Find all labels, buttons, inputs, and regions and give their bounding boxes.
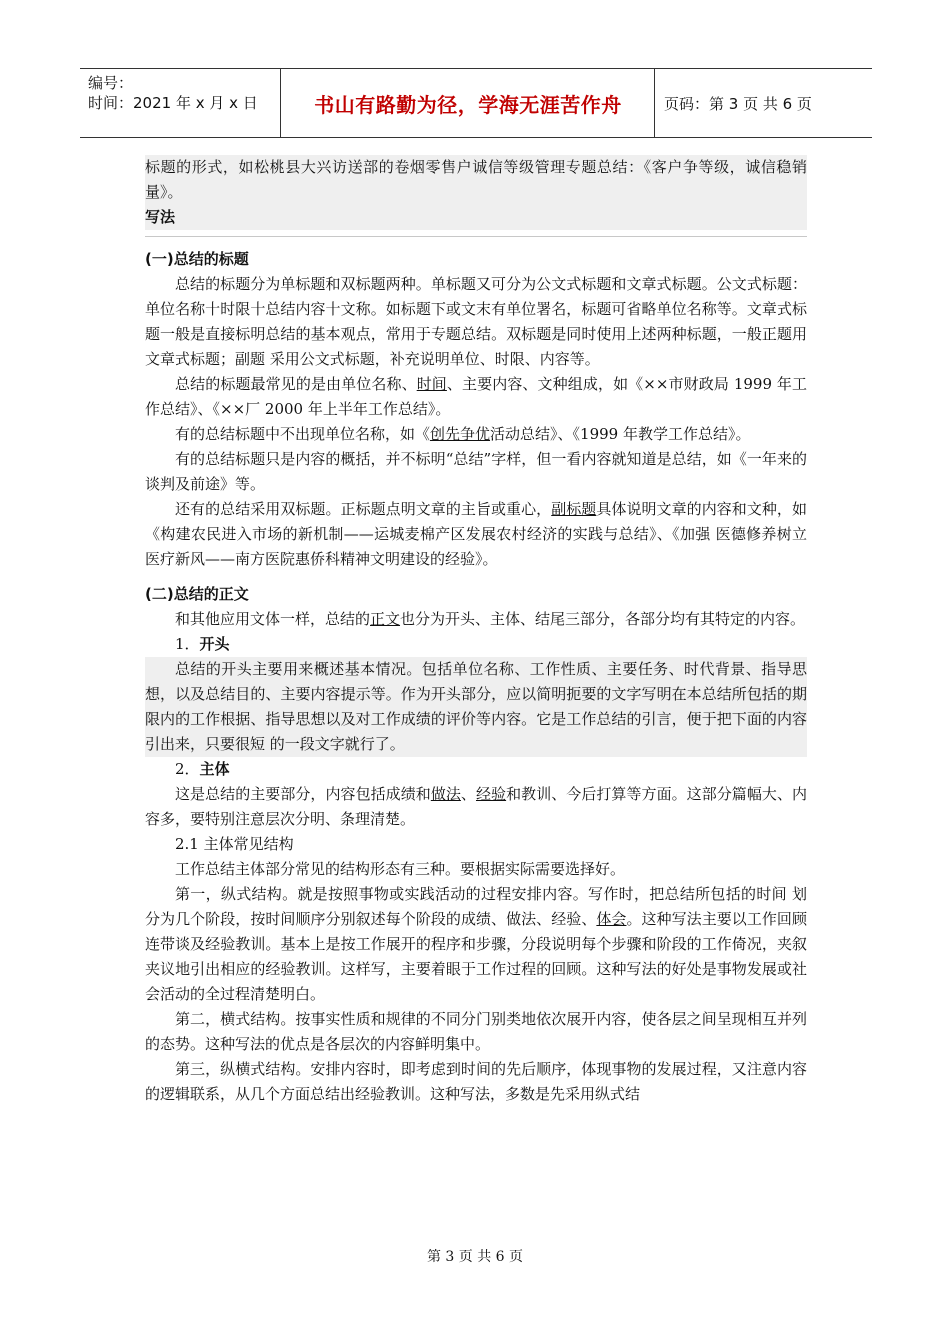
text-segment: 总结的标题最常见的是由单位名称、 bbox=[175, 375, 417, 393]
text-segment: 具体说明文章的内容和文种，如《构建农民进入市场的新机制——运城麦棉产区发展农村经济的实践与总结》、《加强 医德修养树立医疗新风——南方医院惠侨科精神文明建设的经验》。 bbox=[145, 500, 807, 568]
document-body bbox=[145, 155, 807, 1107]
main-body-paragraph-3 bbox=[145, 882, 807, 1007]
header-motto: 书山有路勤为径，学海无涯苦作舟 bbox=[314, 92, 622, 117]
header-page-label: 页码：第 3 页 共 6 页 bbox=[664, 94, 812, 113]
intro-paragraph: 标题的形式，如松桃县大兴访送部的卷烟零售户诚信等级管理专题总结：《客户争等级，诚信稳销量》。 bbox=[145, 155, 807, 205]
body-intro-paragraph bbox=[145, 607, 807, 632]
title-paragraph-5 bbox=[145, 497, 807, 572]
heading-text: 主体 bbox=[199, 760, 230, 778]
link-chuangxian[interactable]: 创先争优 bbox=[430, 425, 491, 443]
text-segment: 也分为开头、主体、结尾三部分，各部分均有其特定的内容。 bbox=[400, 610, 806, 628]
text-segment: 还有的总结采用双标题。正标题点明文章的主旨或重心， bbox=[175, 500, 552, 518]
header-meta bbox=[88, 73, 258, 113]
text-segment: 这是总结的主要部分，内容包括成绩和 bbox=[175, 785, 431, 803]
link-method[interactable]: 做法 bbox=[430, 785, 461, 803]
structure-heading: 2.1 主体常见结构 bbox=[175, 835, 294, 853]
main-body-heading bbox=[145, 757, 807, 782]
page-footer: 第 3 页 共 6 页 bbox=[426, 1249, 524, 1265]
main-body-paragraph-4: 第二，横式结构。按事实性质和规律的不同分门别类地依次展开内容，使各层之间呈现相互并列的态势。这种写法的优点是各层次的内容鲜明集中。 bbox=[145, 1010, 807, 1053]
page-header bbox=[80, 68, 872, 138]
title-paragraph-1: 总结的标题分为单标题和双标题两种。单标题又可分为公文式标题和文章式标题。公文式标题：单位名称十时限十总结内容十文称。如标题下或文末有单位署名，标题可省略单位名称等。文章式标题一般是直接标明总结的基本观点，常用于专题总结。双标题是同时使用上述两种标题，一般正题用文章式标题；副题 采用公文式标题，补充说明单位、时限、内容等。 bbox=[145, 275, 807, 368]
link-subtitle[interactable]: 副标题 bbox=[551, 500, 597, 518]
title-paragraph-4: 有的总结标题只是内容的概括，并不标明“总结”字样，但一看内容就知道是总结，如《一年来的谈判及前途》等。 bbox=[145, 450, 807, 493]
subsection-title-heading: (一)总结的标题 bbox=[145, 250, 249, 268]
title-paragraph-2 bbox=[145, 372, 807, 422]
section-divider bbox=[145, 236, 807, 237]
link-time[interactable]: 时间 bbox=[416, 375, 447, 393]
header-divider-left bbox=[280, 69, 281, 137]
link-insight[interactable]: 体会 bbox=[596, 910, 627, 928]
heading-number: 1． bbox=[175, 635, 200, 653]
header-divider-right bbox=[654, 69, 655, 137]
text-segment: 有的总结标题中不出现单位名称，如《 bbox=[175, 425, 431, 443]
subsection-body-heading: (二)总结的正文 bbox=[145, 585, 249, 603]
main-body-paragraph-2: 工作总结主体部分常见的结构形态有三种。要根据实际需要选择好。 bbox=[175, 860, 626, 878]
link-main-text[interactable]: 正文 bbox=[370, 610, 401, 628]
main-body-paragraph-5: 第三，纵横式结构。安排内容时，即考虑到时间的先后顺序，体现事物的发展过程，又注意内容的逻辑联系，从几个方面总结出经验教训。这种写法，多数是先采用纵式结 bbox=[145, 1060, 807, 1103]
link-experience[interactable]: 经验 bbox=[475, 785, 507, 803]
header-number-label: 编号： bbox=[88, 74, 134, 92]
text-segment: 、 bbox=[460, 785, 476, 803]
title-paragraph-3 bbox=[145, 422, 807, 447]
section-writing-heading: 写法 bbox=[145, 205, 807, 230]
text-segment: 和教训、今后打算等方面。这部分篇幅大、内容多，要特别注意层次分明、条理清楚。 bbox=[145, 785, 807, 828]
opening-paragraph: 总结的开头主要用来概述基本情况。包括单位名称、工作性质、主要任务、时代背景、指导思想，以及总结目的、主要内容提示等。作为开头部分，应以简明扼要的文字写明在本总结所包括的期限内的工作根据、指导思想以及对工作成绩的评价等内容。它是工作总结的引言，便于把下面的内容引出来，只要很短 的一段文字就行了。 bbox=[145, 657, 807, 757]
heading-text: 开头 bbox=[199, 635, 230, 653]
main-body-paragraph-1 bbox=[145, 782, 807, 832]
text-segment: 活动总结》、《1999 年教学工作总结》。 bbox=[490, 425, 751, 443]
header-time-label: 时间：2021 年 x 月 x 日 bbox=[88, 94, 258, 112]
heading-number: 2． bbox=[175, 760, 200, 778]
text-segment: 、主要内容、文种组成，如《××市财政局 1999 年工作总结》、《××厂 2000 年上半年工作总结》。 bbox=[145, 375, 807, 418]
opening-heading bbox=[145, 632, 807, 657]
text-segment: 。这种写法主要以工作回顾连带谈及经验教训。基本上是按工作展开的程序和步骤，分段说明每个步骤和阶段的工作倚况，夹叙夹议地引出相应的经验教训。这样写，主要着眼于工作过程的回顾。这种写法的好处是事物发展或社会活动的全过程清楚明白。 bbox=[145, 910, 807, 1003]
text-segment: 第一，纵式结构。就是按照事物或实践活动的过程安排内容。写作时，把总结所包括的时间 划分为几个阶段，按时间顺序分别叙述每个阶段的成绩、做法、经验、 bbox=[145, 885, 807, 928]
text-segment: 和其他应用文体一样，总结的 bbox=[175, 610, 371, 628]
